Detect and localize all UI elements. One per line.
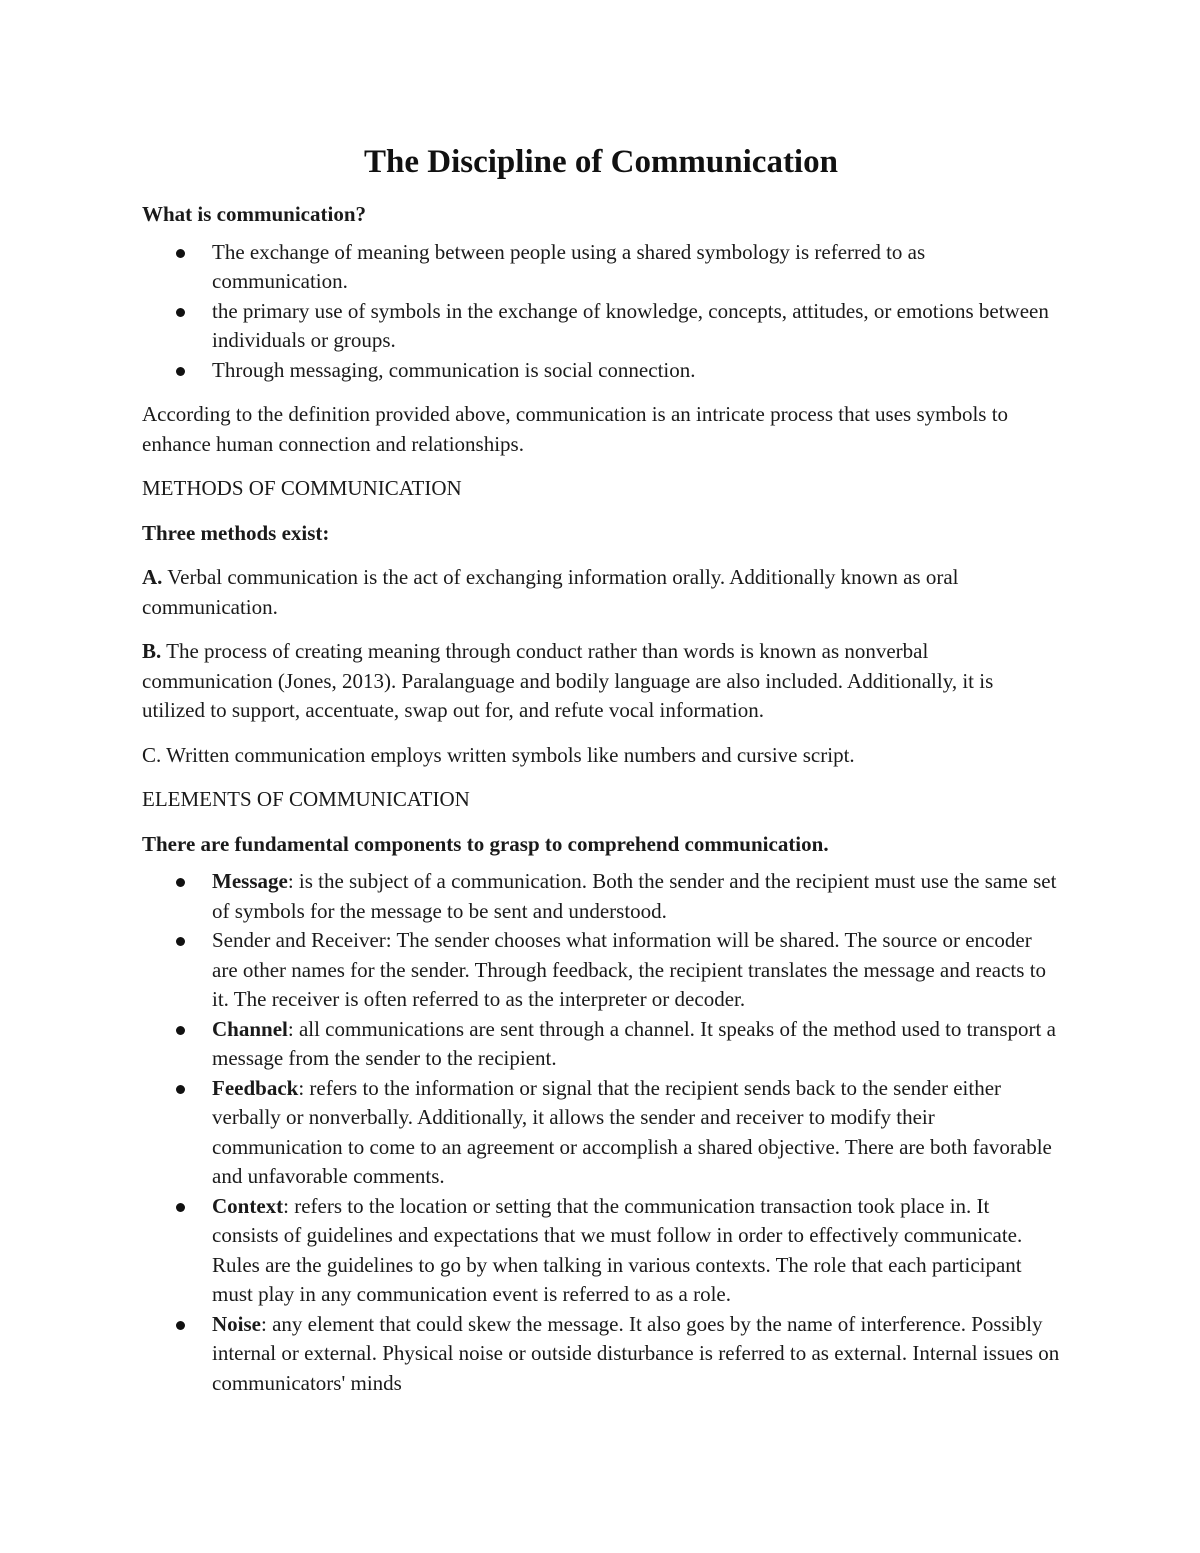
- bullet-icon: [176, 1321, 185, 1330]
- elements-list: [142, 867, 1060, 1398]
- bullet-icon: [176, 249, 185, 258]
- list-item: The exchange of meaning between people using a shared symbology is referred to as communication.: [142, 238, 1060, 297]
- methods-heading: METHODS OF COMMUNICATION: [142, 476, 462, 500]
- list-item: Message: is the subject of a communication. Both the sender and the recipient must use the same set of symbols for the message to be sent and understood.: [142, 867, 1060, 926]
- elements-subheading: There are fundamental components to grasp to comprehend communication.: [142, 831, 829, 856]
- list-item: Through messaging, communication is social connection.: [142, 356, 1060, 386]
- bullet-icon: [176, 367, 185, 376]
- list-item: the primary use of symbols in the exchange of knowledge, concepts, attitudes, or emotions between individuals or groups.: [142, 297, 1060, 356]
- bullet-icon: [176, 1085, 185, 1094]
- bullet-icon: [176, 878, 185, 887]
- bullet-icon: [176, 308, 185, 317]
- bullet-icon: [176, 1026, 185, 1035]
- method-a: A. Verbal communication is the act of exchanging information orally. Additionally known as oral communication.: [142, 565, 959, 619]
- document-page: [142, 140, 1060, 1398]
- bullet-icon: [176, 1203, 185, 1212]
- list-item: Channel: all communications are sent through a channel. It speaks of the method used to transport a message from the sender to the recipient.: [142, 1015, 1060, 1074]
- list-item: Sender and Receiver: The sender chooses what information will be shared. The source or encoder are other names for the sender. Through feedback, the recipient translates the message and reacts to it. The receiver is often referred to as the interpreter or decoder.: [142, 926, 1060, 1015]
- what-is-heading: What is communication?: [142, 202, 367, 226]
- list-item: Noise: any element that could skew the message. It also goes by the name of interference. Possibly internal or external. Physical noise or outside disturbance is referred to as external. Internal issues on communicators' minds: [142, 1310, 1060, 1399]
- bullet-icon: [176, 937, 185, 946]
- method-c: C. Written communication employs written symbols like numbers and cursive script.: [142, 742, 855, 767]
- definition-summary: According to the definition provided above, communication is an intricate process that uses symbols to enhance human connection and relationships.: [142, 402, 1009, 456]
- list-item: Context: refers to the location or setting that the communication transaction took place in. It consists of guidelines and expectations that we must follow in order to effectively communicate. Rules are the guidelines to go by when talking in various contexts. The role that each participant must play in any communication event is referred to as a role.: [142, 1192, 1060, 1310]
- elements-heading: ELEMENTS OF COMMUNICATION: [142, 787, 470, 811]
- list-item: Feedback: refers to the information or signal that the recipient sends back to the sender either verbally or nonverbally. Additionally, it allows the sender and receiver to modify their communication to come to an agreement or accomplish a shared objective. There are both favorable and unfavorable comments.: [142, 1074, 1060, 1192]
- method-b: B. The process of creating meaning through conduct rather than words is known as nonverbal communication (Jones, 2013). Paralanguage and bodily language are also included. Additionally, it is utilized to support, accentuate, swap out for, and refute vocal information.: [142, 639, 994, 722]
- definition-list: [142, 238, 1060, 386]
- methods-subheading: Three methods exist:: [142, 520, 330, 545]
- document-title: The Discipline of Communication: [364, 144, 838, 180]
